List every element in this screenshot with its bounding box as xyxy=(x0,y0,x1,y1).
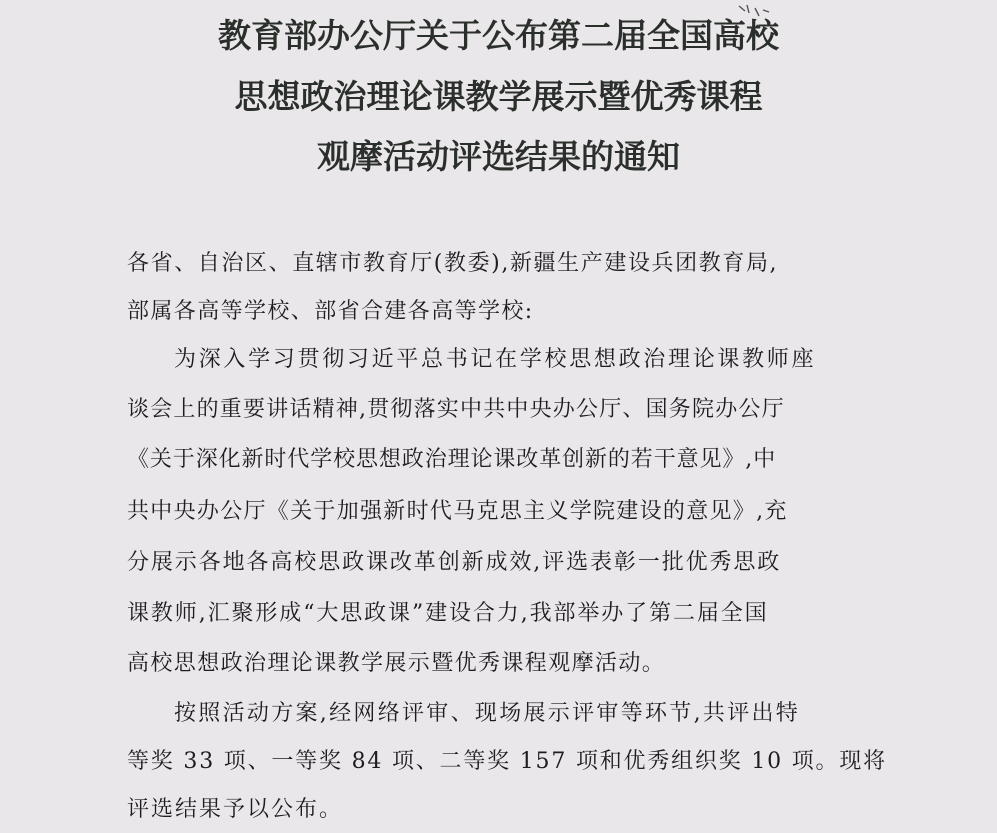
paragraph-1-line-7: 高校思想政治理论课教学展示暨优秀课程观摩活动。 xyxy=(127,651,666,676)
addressee-line-1: 各省、自治区、直辖市教育厅(教委),新疆生产建设兵团教育局, xyxy=(127,251,779,276)
addressee-line-2: 部属各高等学校、部省合建各高等学校: xyxy=(127,299,534,324)
paragraph-1-line-5: 分展示各地各高校思政课改革创新成效,评选表彰一批优秀思政 xyxy=(127,550,782,575)
notice-title-line-2: 思想政治理论课教学展示暨优秀课程 xyxy=(234,77,763,116)
paragraph-1-line-3: 《关于深化新时代学校思想政治理论课改革创新的若干意见》,中 xyxy=(127,447,777,472)
paragraph-1-line-6: 课教师,汇聚形成“大思政课”建设合力,我部举办了第二届全国 xyxy=(127,601,769,626)
paragraph-2-line-3: 评选结果予以公布。 xyxy=(127,797,344,822)
notice-title-line-3: 观摩活动评选结果的通知 xyxy=(317,137,680,176)
paragraph-2-line-2: 等奖 33 项、一等奖 84 项、二等奖 157 项和优秀组织奖 10 项。现将 xyxy=(127,749,887,774)
paragraph-1-line-2: 谈会上的重要讲话精神,贯彻落实中共中央办公厅、国务院办公厅 xyxy=(127,397,785,422)
notice-title-line-1: 教育部办公厅关于公布第二届全国高校 xyxy=(218,16,779,55)
paragraph-1-line-1: 为深入学习贯彻习近平总书记在学校思想政治理论课教师座 xyxy=(174,347,817,372)
paragraph-2-line-1: 按照活动方案,经网络评审、现场展示评审等环节,共评出特 xyxy=(174,701,801,726)
paragraph-1-line-4: 共中央办公厅《关于加强新时代马克思主义学院建设的意见》,充 xyxy=(127,499,788,524)
